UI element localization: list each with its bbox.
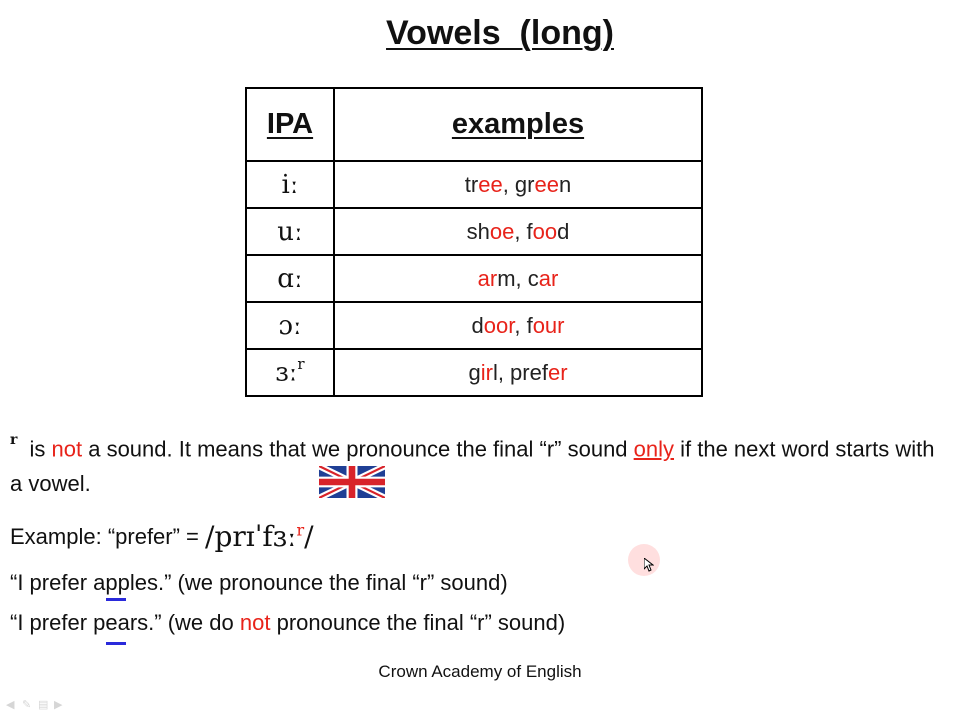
slide-nav-toolbar <box>6 700 65 711</box>
linking-marker <box>106 598 126 601</box>
cursor-icon <box>644 558 654 572</box>
table-row <box>246 161 702 208</box>
highlighted-letters: ir <box>480 359 493 385</box>
r-marker: r <box>10 432 18 448</box>
highlighted-letters: ee <box>534 171 559 197</box>
ipa-symbol: ɑː <box>246 255 334 302</box>
vowel-table <box>245 87 703 397</box>
ipa-symbol: iː <box>246 161 334 208</box>
word-part: l, pref <box>492 359 548 385</box>
example-words <box>334 302 702 349</box>
word-part: sh <box>466 218 490 244</box>
word-part: , gr <box>502 171 535 197</box>
linking-marker <box>106 642 126 645</box>
word-part: d <box>471 312 484 338</box>
table-row <box>246 255 702 302</box>
ipa-symbol: ɔː <box>246 302 334 349</box>
word-part: tr <box>464 171 479 197</box>
example-words <box>334 255 702 302</box>
highlighted-letters: oo <box>532 218 558 244</box>
highlighted-letters: oor <box>483 312 515 338</box>
slide-title: Vowels (long) <box>386 14 614 52</box>
ipa-symbol: uː <box>246 208 334 255</box>
highlighted-letters: oe <box>489 218 515 244</box>
word-part: n <box>558 171 572 197</box>
examples-column-header: examples <box>334 88 702 161</box>
pen-icon[interactable]: ✎ <box>22 699 32 711</box>
example-words <box>334 208 702 255</box>
uk-flag-icon <box>319 466 385 498</box>
prev-slide-icon[interactable]: ◀ <box>6 699 15 711</box>
r-sound-explanation: $^r$ is not a sound. It means that we pronounce the final “r” sound only if the next word starts with a vowel. <box>10 432 935 497</box>
pronunciation: /prɪˈfɜː$^r$/ <box>205 520 314 553</box>
table-row <box>246 349 702 396</box>
word-part: d <box>557 218 570 244</box>
highlighted-letters: er <box>547 359 568 385</box>
table-row <box>246 208 702 255</box>
menu-icon[interactable]: ▤ <box>38 699 49 711</box>
highlighted-letters: ar <box>477 265 498 291</box>
ipa-symbol: ɜː$^r$ <box>246 349 334 396</box>
table-header-row <box>246 88 702 161</box>
ipa-column-header: IPA <box>246 88 334 161</box>
example-words <box>334 349 702 396</box>
word-part: g <box>468 359 481 385</box>
example-words <box>334 161 702 208</box>
emphasis-only: only <box>633 436 675 462</box>
word-part: , f <box>514 312 533 338</box>
table-row <box>246 302 702 349</box>
word-part: m, c <box>497 265 539 291</box>
highlighted-letters: our <box>532 312 565 338</box>
footer-credit: Crown Academy of English <box>378 662 582 681</box>
highlighted-letters: ee <box>478 171 503 197</box>
example-sentence-apples: “I prefer apples.” (we pronounce the final “r” sound) <box>10 570 508 595</box>
next-slide-icon[interactable]: ▶ <box>54 699 63 711</box>
example-sentence-pears: “I prefer pears.” (we do not pronounce the final “r” sound) <box>10 610 566 635</box>
emphasis-not: not <box>51 436 83 462</box>
word-part: , f <box>514 218 533 244</box>
example-line: Example: “prefer” = /prɪˈfɜː$^r$/ <box>10 520 314 553</box>
highlighted-letters: ar <box>538 265 559 291</box>
